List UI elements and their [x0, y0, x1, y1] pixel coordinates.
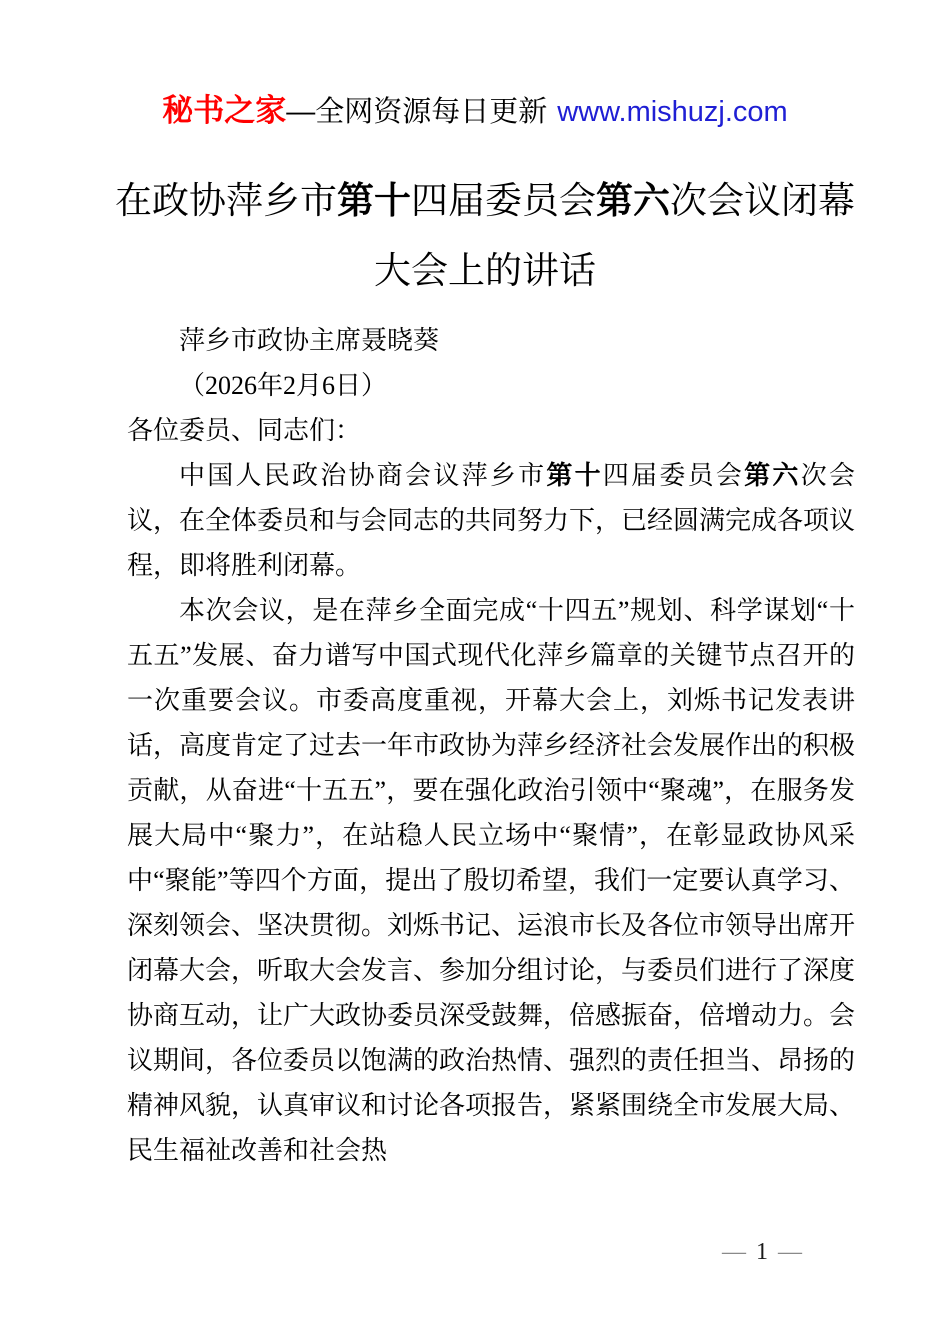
- header-tagline: 全网资源每日更新: [315, 96, 548, 128]
- text-run: 本次会议，是在萍乡全面完成“十四五”规划、科学谋划“十五五”发展、奋力谱写中国式现代化萍乡篇章的关键节点召开的一次重要会议。市委高度重视，开幕大会上，刘烁书记发表讲话，高度肯定了过去一年市政协为萍乡经济社会发展作出的积极贡献，从奋进“十五五”，要在强化政治引领中“聚魂”，在服务发展大局中“聚力”，在站稳人民立场中“聚情”，在彰显政协风采中“聚能”等四个方面，提出了殷切希望，我们一定要认真学习、深刻领会、坚决贯彻。刘烁书记、运浪市长及各位市领导出席开闭幕大会，听取大会发言、参加分组讨论，与委员们进行了深度协商互动，让广大政协委员深受鼓舞，倍感振奋，倍增动力。会议期间，各位委员以饱满的政治热情、强烈的责任担当、昂扬的精神风貌，认真审议和讨论各项报告，紧紧围绕全市发展大局、民生福祉改善和社会热: [127, 596, 856, 1165]
- bold-text-run: 第六: [744, 461, 801, 490]
- footer-dash-right: —: [778, 1239, 802, 1265]
- text-run: 次会议，在全体委员和与会同志的共同努力下，已经圆满完成各项议程，即将胜利闭幕。: [127, 461, 856, 580]
- text-run: 在政协萍乡市: [115, 180, 337, 221]
- page-header: [0, 92, 950, 131]
- document-title: [108, 166, 862, 306]
- date-line: （2026年2月6日）: [179, 371, 388, 400]
- header-separator: —: [286, 96, 316, 128]
- page-footer: [722, 1237, 802, 1267]
- bold-text-run: 第十: [337, 180, 411, 221]
- text-run: 四届委员会: [411, 180, 596, 221]
- footer-dash-left: —: [722, 1239, 746, 1265]
- bold-text-run: 第六: [596, 180, 670, 221]
- document-body: [127, 318, 855, 1173]
- salutation-line: 各位委员、同志们：: [127, 416, 362, 445]
- text-run: 四届委员会: [602, 461, 745, 490]
- bold-text-run: 第十: [546, 461, 603, 490]
- site-name: 秘书之家: [162, 93, 287, 128]
- site-url-link[interactable]: www.mishuzj.com: [557, 96, 788, 128]
- text-run: 中国人民政治协商会议萍乡市: [179, 461, 547, 490]
- text-run: 次会议闭幕大会上的讲话: [374, 180, 855, 291]
- author-line: 萍乡市政协主席聂晓葵: [179, 326, 440, 355]
- paragraph-2: [127, 588, 855, 1173]
- page-number: 1: [756, 1239, 768, 1265]
- paragraph-1: [127, 453, 855, 588]
